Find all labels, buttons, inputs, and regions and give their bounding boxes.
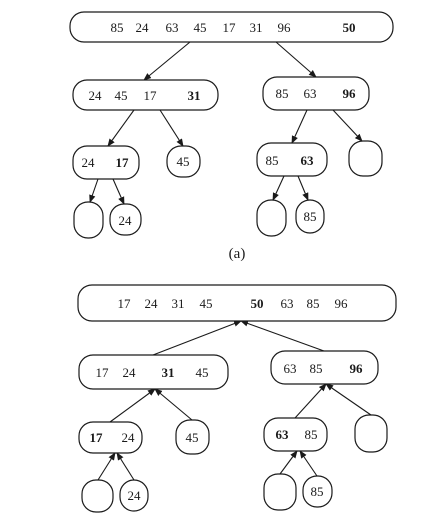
pivot-number: 50 [342,20,356,35]
diagram-a-node-left-left [73,146,139,179]
node-number: 85 [275,86,289,101]
diagram-a-arrow-left_left [113,179,124,204]
pivot-number: 17 [115,155,129,170]
node-number: 63 [283,361,297,376]
diagram-a-arrow-right_left [298,176,308,200]
node-number: 24 [81,155,95,170]
node-number: 24 [127,488,141,503]
diagram-b-arrow-left_right [155,389,192,420]
diagram-b-arrow-right_left [295,384,326,418]
node-number: 85 [309,361,323,376]
node-number: 31 [171,296,185,311]
diagram-a-arrow-right [333,110,362,141]
diagram-b-node-right-left-box [264,418,327,451]
diagram-b-arrow-right_right [326,384,371,415]
diagram-b-arrow-right [241,321,324,351]
node-number: 24 [135,20,149,35]
diagram-a-node-left-right [167,146,200,177]
diagram-b-node-ll-right [120,480,148,511]
diagram-b-node-right-right-box [355,415,387,452]
node-number: 85 [303,209,317,224]
node-number: 17 [95,365,109,380]
pivot-number: 63 [275,427,289,442]
diagram-a-node-right-right-box [349,141,382,176]
diagram-a-arrow-root [276,42,316,77]
diagram-b-arrow-rl_right [300,451,317,476]
node-number: 96 [334,296,348,311]
diagram-b-arrow-ll_left [98,453,115,480]
node-number: 63 [165,20,179,35]
diagram-a-node-right-right [349,141,382,176]
node-number: 17 [143,88,157,103]
node-number: 45 [176,154,190,169]
node-number: 45 [199,296,213,311]
diagram-a-arrow-right_left [273,176,284,200]
node-number: 17 [117,296,131,311]
node-number: 24 [121,430,135,445]
diagram-b-node-rl-right [303,476,332,507]
diagram-b-node-ll-left [82,480,113,512]
node-number: 17 [222,20,236,35]
diagram-a-arrow-right [292,110,307,143]
diagram-b-arrow-left [153,321,241,355]
pivot-number: 17 [89,430,103,445]
node-number: 45 [114,88,128,103]
node-number: 24 [144,296,158,311]
diagram-a-arrow-left_left [90,179,98,202]
diagram-a-node-rl-left [257,200,286,236]
node-number: 85 [110,20,124,35]
diagram-b-node-left [79,355,228,389]
pivot-number: 31 [161,365,175,380]
diagram-b-node-right-left [264,418,327,451]
diagram-b-node-left-right [176,420,209,454]
diagram-a-caption: (a) [228,246,246,262]
diagram-b-node-rl-left-box [264,474,296,510]
node-number: 85 [306,296,320,311]
node-number: 85 [265,153,279,168]
diagram-b-node-right [271,351,378,384]
diagram-b-node-right-right [355,415,387,452]
diagram-a-node-rl-right [296,200,324,233]
diagram-a-partition-tree [70,12,393,238]
diagram-b-arrow-left_left [110,389,155,422]
diagram-b-node-ll-left-box [82,480,113,512]
node-number: 85 [304,427,318,442]
pivot-number: 63 [300,153,314,168]
diagram-b-node-left-left [79,422,142,453]
pivot-number: 31 [187,88,201,103]
node-number: 45 [185,430,199,445]
node-number: 63 [280,296,294,311]
diagram-a-node-ll-left [74,202,103,238]
node-number: 45 [193,20,207,35]
node-number: 31 [249,20,263,35]
node-number: 63 [303,86,317,101]
diagram-a-node-root [70,12,393,42]
pivot-number: 50 [250,296,264,311]
diagram-b-node-root [78,285,396,321]
node-number: 45 [195,365,209,380]
diagram-b-node-rl-left [264,474,296,510]
diagram-a-node-ll-right [110,204,141,235]
diagram-a-arrow-root [144,42,190,80]
node-number: 24 [122,365,136,380]
diagram-a-edges [90,42,362,204]
node-number: 85 [310,484,324,499]
pivot-number: 96 [349,361,363,376]
diagram-a-arrow-left [160,110,183,146]
diagram-a-node-right [263,77,369,110]
diagram-b-arrow-rl_left [280,451,297,474]
diagram-a-arrow-left [108,110,134,146]
diagram-b-arrow-ll_right [117,453,134,480]
node-number: 24 [88,88,102,103]
diagram-a-node-ll-left-box [74,202,103,238]
diagram-a-node-rl-left-box [257,200,286,236]
diagram-b-merge-tree [78,285,396,512]
pivot-number: 96 [342,86,356,101]
diagram-a-node-right-left [257,143,327,176]
diagram-a-node-left [73,80,218,110]
node-number: 96 [277,20,291,35]
node-number: 24 [118,213,132,228]
